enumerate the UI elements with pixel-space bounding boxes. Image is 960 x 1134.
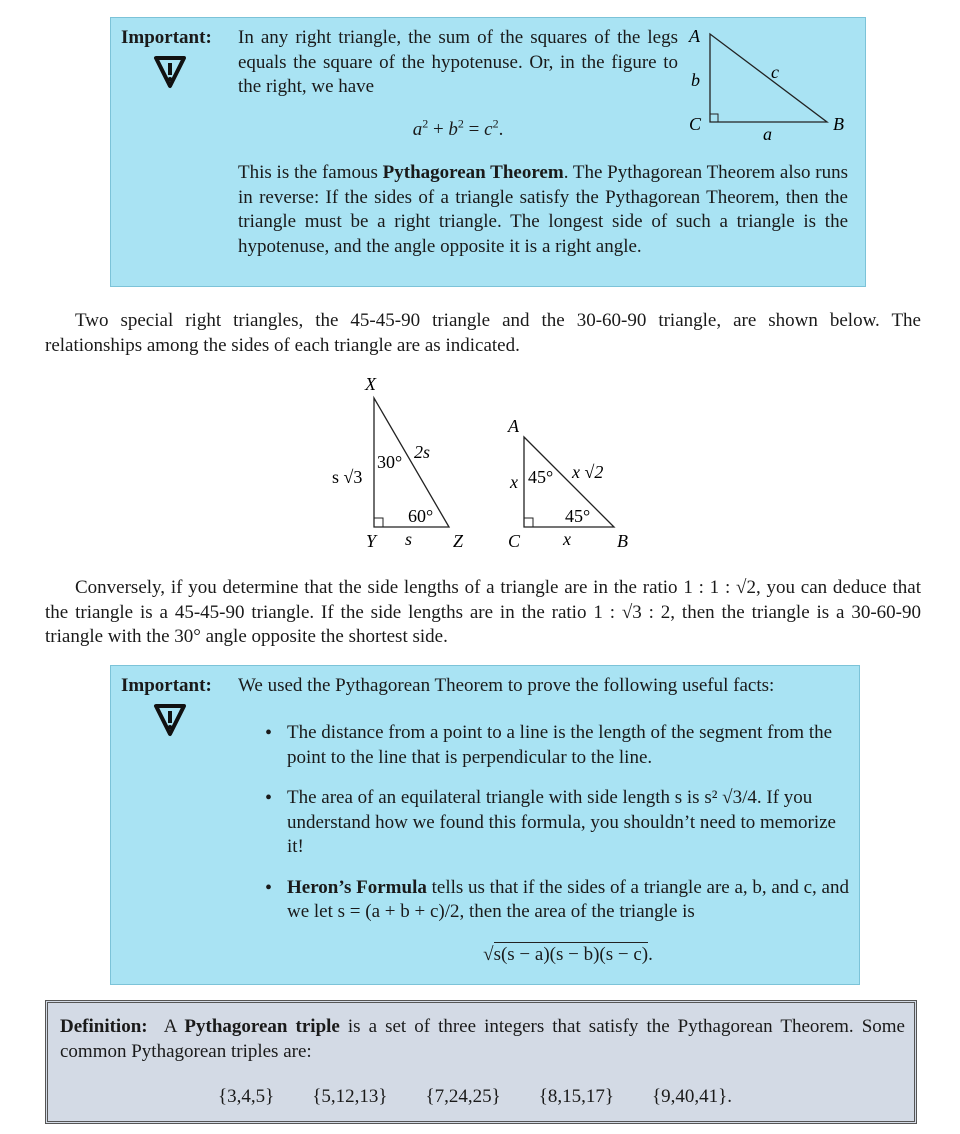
angle-30: 30° xyxy=(377,452,403,472)
leg-s: s xyxy=(405,529,413,549)
leg-x-vertical: x xyxy=(510,472,518,492)
important-label: Important: xyxy=(121,27,212,48)
special-triangles-paragraph: Two special right triangles, the 45-45-90 triangle and the 30-60-90 triangle, are shown below. The relationships among the sides of each triangle are as indicated. xyxy=(45,310,921,356)
important-label: Important: xyxy=(121,675,212,696)
leg-s-root3: s √3 xyxy=(332,467,363,487)
warning-icon xyxy=(151,52,189,90)
hypotenuse-2s: 2s xyxy=(414,442,431,462)
important-box-pythagorean xyxy=(110,17,866,287)
angle-60: 60° xyxy=(408,506,434,526)
angle-45-bottom: 45° xyxy=(565,506,591,526)
triple: {3,4,5} xyxy=(218,1086,275,1107)
warning-icon xyxy=(151,700,189,738)
vertex-A: A xyxy=(508,416,519,436)
hypotenuse-x-root2: x √2 xyxy=(572,462,604,482)
theorem-explanation: This is the famous Pythagorean Theorem. The Pythagorean Theorem also runs in reverse: If the sides of a triangle satisfy the Pythagorean Theorem, then the triangle must be a right triangle. The longest side of such a triangle is the hypotenuse, and the angle opposite it is a right angle. xyxy=(238,162,848,257)
special-triangles-figure xyxy=(320,370,650,555)
important-box-facts xyxy=(110,665,860,985)
vertex-B: B xyxy=(833,114,844,134)
theorem-statement: In any right triangle, the sum of the squares of the legs equals the square of the hypotenuse. Or, in the figure to the right, we have xyxy=(238,27,678,97)
definition-box xyxy=(45,1000,917,1124)
vertex-C: C xyxy=(508,531,521,551)
leg-x-horizontal: x xyxy=(563,529,571,549)
triple: {7,24,25} xyxy=(425,1086,501,1107)
triples-list xyxy=(218,1085,732,1110)
side-c: c xyxy=(771,62,779,82)
triple: {5,12,13} xyxy=(312,1086,388,1107)
right-triangle-figure xyxy=(681,22,861,147)
definition-text: Definition: A Pythagorean triple is a set of three integers that satisfy the Pythagorean Theorem. Some common Pythagorean triples are: xyxy=(60,1016,905,1062)
facts-list xyxy=(261,721,849,941)
list-item: • The area of an equilateral triangle with side length s is s² √3/4. If you understand how we found this formula, you shouldn’t need to memorize it! xyxy=(261,786,849,860)
vertex-Z: Z xyxy=(453,531,464,551)
facts-intro: We used the Pythagorean Theorem to prove the following useful facts: xyxy=(238,675,775,696)
side-a: a xyxy=(763,124,772,144)
vertex-Y: Y xyxy=(366,531,377,551)
list-item: • The distance from a point to a line is the length of the segment from the point to the line that is perpendicular to the line. xyxy=(261,721,849,770)
vertex-C: C xyxy=(689,114,702,134)
triple: {9,40,41}. xyxy=(652,1086,732,1107)
herons-formula: √s(s − a)(s − b)(s − c). xyxy=(483,944,653,965)
triple: {8,15,17} xyxy=(538,1086,614,1107)
angle-45-top: 45° xyxy=(528,467,554,487)
pythagorean-equation: $a^2 + b^2 = c^2$. xyxy=(412,116,504,140)
vertex-B: B xyxy=(617,531,628,551)
list-item: • Heron’s Formula tells us that if the sides of a triangle are a, b, and c, and we let s = (a + b + c)/2, then the area of the triangle is xyxy=(261,876,849,925)
conversely-paragraph: Conversely, if you determine that the side lengths of a triangle are in the ratio 1 : 1 : √2, you can deduce that the triangle is a 45-45-90 triangle. If the side lengths are in the ratio 1 : √3 : 2, then the triangle is a 30-60-90 triangle with the 30° angle opposite the shortest side. xyxy=(45,577,921,647)
vertex-X: X xyxy=(365,374,376,394)
vertex-A: A xyxy=(689,26,700,46)
side-b: b xyxy=(691,70,700,90)
